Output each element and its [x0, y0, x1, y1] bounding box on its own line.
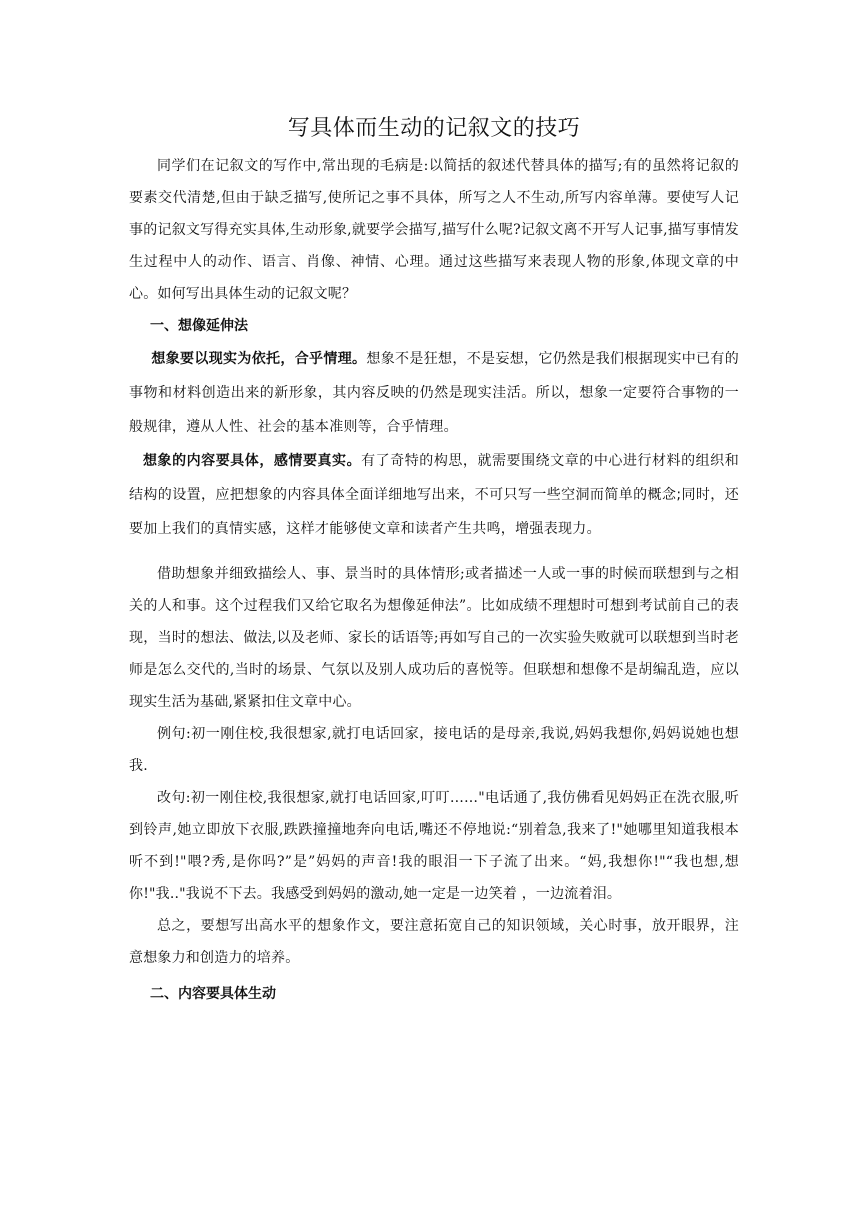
document-title: 写具体而生动的记叙文的技巧 [287, 116, 581, 141]
point-2-emphasis: 想象的内容要具体，感情要真实。 [143, 453, 362, 469]
point-paragraph-2 [129, 444, 739, 546]
point-paragraph-1 [129, 342, 739, 444]
section-heading-2: 二、内容要具体生动 [150, 986, 276, 1002]
intro-paragraph: 同学们在记叙文的写作中,常出现的毛病是:以简括的叙述代替具体的描写;有的虽然将记叙的要素交代清楚,但由于缺乏描写,使所记之事不具体，所写之人不生动,所写内容单薄。要使写人记事的记叙文写得充实具体,生动形象,就要学会描写,描写什么呢?记叙文离不开写人记事,描写事情发生过程中人的动作、语言、肖像、神情、心理。通过这些描写来表现人物的形象,体现文章的中心。如何写出具体生动的记叙文呢？ [129, 158, 739, 302]
point-1-emphasis: 想象要以现实为依托，合乎情理。 [151, 351, 367, 367]
document-body [129, 110, 739, 1010]
summary-paragraph: 总之，要想写出高水平的想象作文，要注意拓宽自己的知识领域，关心时事，放开眼界，注意想象力和创造力的培养。 [129, 918, 739, 966]
section-heading-1: 一、想像延伸法 [150, 318, 248, 334]
explanation-paragraph: 借助想象并细致描绘人、事、景当时的具体情形;或者描述一人或一事的时候而联想到与之相关的人和事。这个过程我们又给它取名为想像延伸法”。比如成绩不理想时可想到考试前自己的表现，当时的想法、做法,以及老师、家长的话语等;再如写自己的一次实验失败就可以联想到当时老师是怎么交代的,当时的场景、气氛以及别人成功后的喜悦等。但联想和想像不是胡编乱造，应以现实生活为基础,紧紧扣住文章中心。 [129, 566, 739, 710]
point-2-text: 有了奇特的构思，就需要围绕文章的中心进行材料的组织和结构的设置，应把想象的内容具体全面详细地写出来，不可只写一些空洞而简单的概念;同时，还要加上我们的真情实感，这样才能够使文章和读者产生共鸣，增强表现力。 [129, 453, 739, 537]
example-paragraph: 例句:初一刚住校,我很想家,就打电话回家，接电话的是母亲,我说,妈妈我想你,妈妈说她也想我. [129, 726, 739, 774]
point-1-text: 想象不是狂想，不是妄想，它仍然是我们根据现实中已有的事物和材料创造出来的新形象，其内容反映的仍然是现实洼活。所以，想象一定要符合事物的一般规律，遵从人性、社会的基本准则等，合乎情理。 [129, 351, 739, 435]
revision-paragraph: 改句:初一刚住校,我很想家,就打电话回家,叮叮……"电话通了,我仿佛看见妈妈正在洗衣服,听到铃声,她立即放下衣服,跌跌撞撞地奔向电话,嘴还不停地说:“别着急,我来了!"她哪里知道我根本听不到!"喂?秀,是你吗?”是”妈妈的声音!我的眼泪一下子流了出来。“妈,我想你!"“我也想,想你!"我.."我说不下去。我感受到妈妈的激动,她一定是一边笑着 ，一边流着泪。 [129, 790, 739, 902]
